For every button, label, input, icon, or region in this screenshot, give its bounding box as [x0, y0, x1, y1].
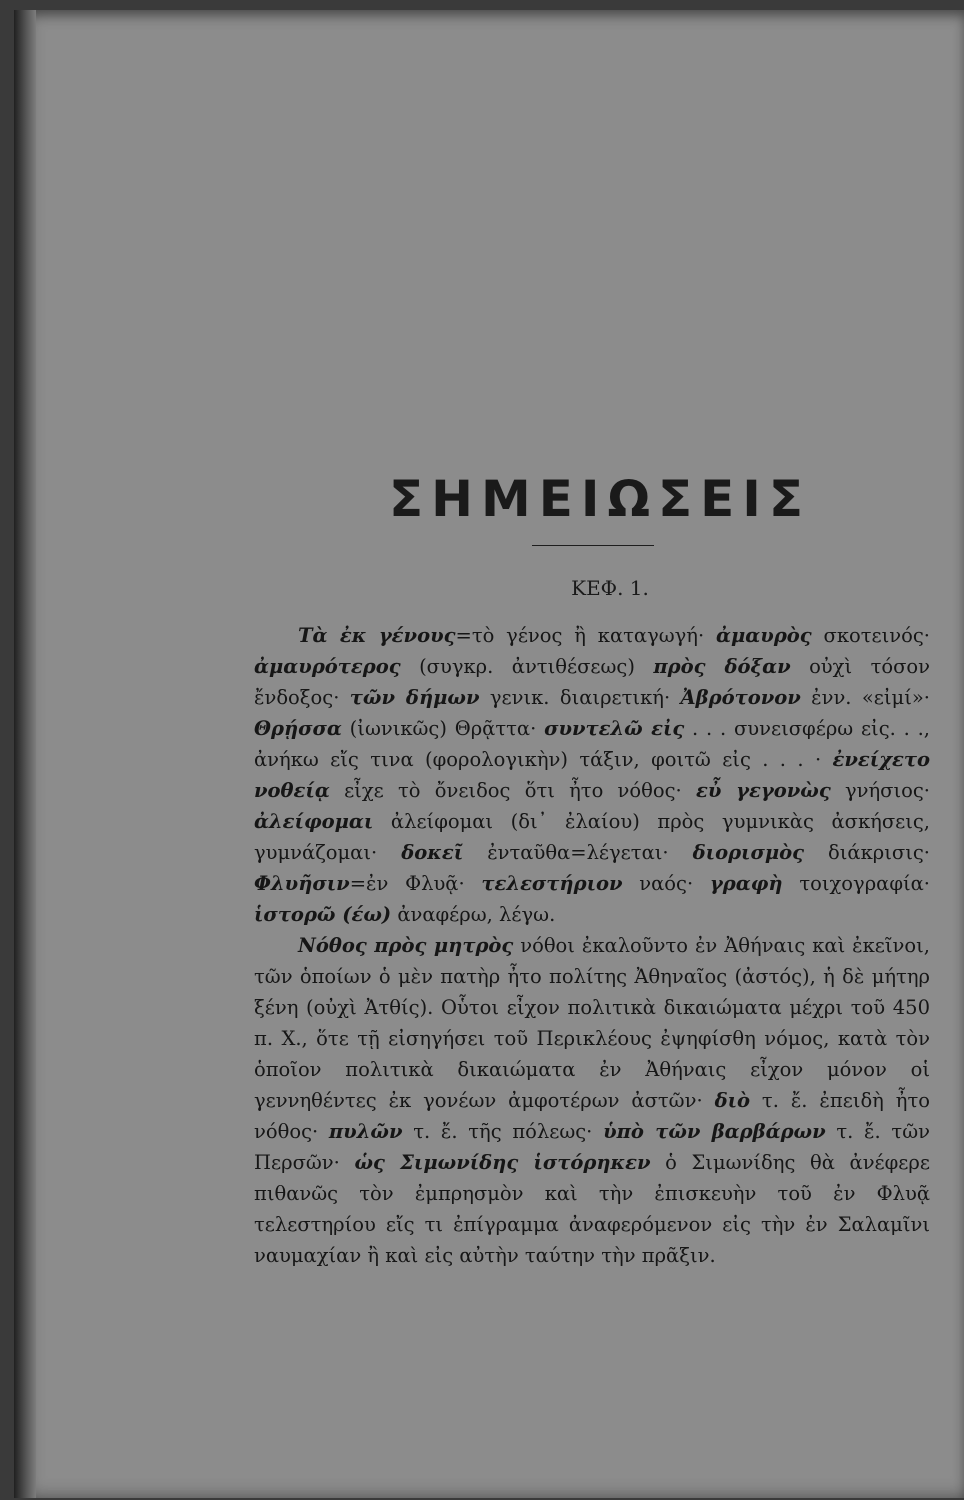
gloss-text: ἀναφέρω, λέγω.	[391, 903, 556, 926]
gloss-text: ἐνν. «εἰμί»·	[800, 686, 930, 709]
lemma-term: τελεστήριον	[481, 872, 623, 895]
lemma-term: πυλῶν	[328, 1120, 403, 1143]
gloss-text: =ἐν Φλυᾷ·	[349, 872, 482, 895]
gloss-text: εἶχε τὸ ὄνειδος ὅτι ἦτο νόθος·	[329, 779, 696, 802]
gloss-text: . . . συνεισφέρω εἰς. . ., ἀνήκω εἴς τινα (φορολογικὴν) τάξιν, φοιτῶ εἰς . . . ·	[254, 717, 930, 771]
lemma-term: εὖ γεγονὼς	[695, 779, 831, 802]
lemma-term: Φλυῆσιν	[254, 872, 350, 895]
page-heading: ΣΗΜΕΙΩΣΕΙΣ	[388, 470, 812, 528]
gloss-text: τοιχογραφία·	[782, 872, 930, 895]
gloss-text: γνήσιος·	[830, 779, 930, 802]
chapter-label: ΚΕΦ. 1.	[571, 576, 649, 600]
lemma-term: ἱστορῶ (έω)	[254, 903, 392, 926]
gloss-text: νόθοι ἐκαλοῦντο ἐν Ἀθήναις καὶ ἐκεῖνοι, τῶν ὁποίων ὁ μὲν πατὴρ ἦτο πολίτης Ἀθηναῖος (ἀστός), ἡ δὲ μήτηρ ξένη (οὐχὶ Ἀτθίς). Οὗτοι εἶχον πολιτικὰ δικαιώματα μέχρι τοῦ 450 π. Χ., ὅτε τῇ εἰσηγήσει τοῦ Περικλέους ἐψηφίσθη νόμος, κατὰ τὸν ὁποῖον πολιτικὰ δικαιώματα ἐν Ἀθήναις εἶχον μόνον οἱ γεννηθέντες ἐκ γονέων ἀμφοτέρων ἀστῶν·	[254, 934, 930, 1112]
lemma-term: ἀμαυρὸς	[716, 624, 812, 647]
gloss-text: ἐνταῦθα=λέγεται·	[463, 841, 693, 864]
lemma-term: διὸ	[714, 1089, 751, 1112]
gloss-text: (ἰωνικῶς) Θρᾷττα·	[341, 717, 545, 740]
book-spine	[14, 10, 36, 1498]
gloss-text: (συγκρ. ἀντιθέσεως)	[400, 655, 654, 678]
heading-rule	[532, 545, 654, 546]
gloss-text: ὁ Σιμωνίδης θὰ ἀνέφερε πιθανῶς τὸν ἐμπρησμὸν καὶ τὴν ἐπισκευὴν τοῦ ἐν Φλυᾷ τελεστηρίου εἴς τι ἐπίγραμμα ἀναφερόμενον εἰς τὴν ἐν Σαλαμῖνι ναυμαχίαν ἢ καὶ εἰς αὐτὴν ταύτην τὴν πρᾶξιν.	[254, 1151, 930, 1267]
gloss-text: ἀλείφομαι (δι᾽ ἐλαίου) πρὸς γυμνικὰς ἀσκήσεις, γυμνάζομαι·	[254, 810, 930, 864]
lemma-term: πρὸς δόξαν	[653, 655, 791, 678]
lemma-term: διορισμὸς	[692, 841, 805, 864]
lemma-term: γραφὴ	[709, 872, 783, 895]
lemma-term: ἀμαυρότερος	[254, 655, 401, 678]
lemma-term: συντελῶ εἰς	[544, 717, 685, 740]
gloss-text: γενικ. διαιρετική·	[479, 686, 681, 709]
paragraph-1	[254, 620, 930, 930]
gloss-text: =τὸ γένος ἢ καταγωγή·	[455, 624, 717, 647]
lemma-term: τῶν δήμων	[349, 686, 480, 709]
lemma-term: Ἀβρότονον	[680, 686, 801, 709]
gloss-text: τ. ἔ. ἐπειδὴ ἦτο νόθος·	[254, 1089, 930, 1143]
paragraph-2	[254, 930, 930, 1271]
lemma-term: ἐνείχετο νοθείᾳ	[254, 748, 930, 802]
lemma-term: ὡς Σιμωνίδης ἱστόρηκεν	[354, 1151, 651, 1174]
lemma-term: ἀλείφομαι	[254, 810, 374, 833]
lemma-term: Τὰ ἐκ γένους	[298, 624, 456, 647]
lemma-term: Νόθος πρὸς μητρὸς	[298, 934, 514, 957]
notes-body	[254, 620, 930, 1271]
lemma-term: ὑπὸ τῶν βαρβάρων	[603, 1120, 826, 1143]
gloss-text: οὐχὶ τόσον ἔνδοξος·	[254, 655, 930, 709]
gloss-text: τ. ἔ. τῆς πόλεως·	[402, 1120, 604, 1143]
lemma-term: δοκεῖ	[401, 841, 464, 864]
gloss-text: σκοτεινός·	[811, 624, 930, 647]
lemma-term: Θρῄσσα	[254, 717, 342, 740]
gloss-text: διάκρισις·	[804, 841, 930, 864]
gloss-text: ναός·	[622, 872, 710, 895]
gloss-text: τ. ἔ. τῶν Περσῶν·	[254, 1120, 930, 1174]
